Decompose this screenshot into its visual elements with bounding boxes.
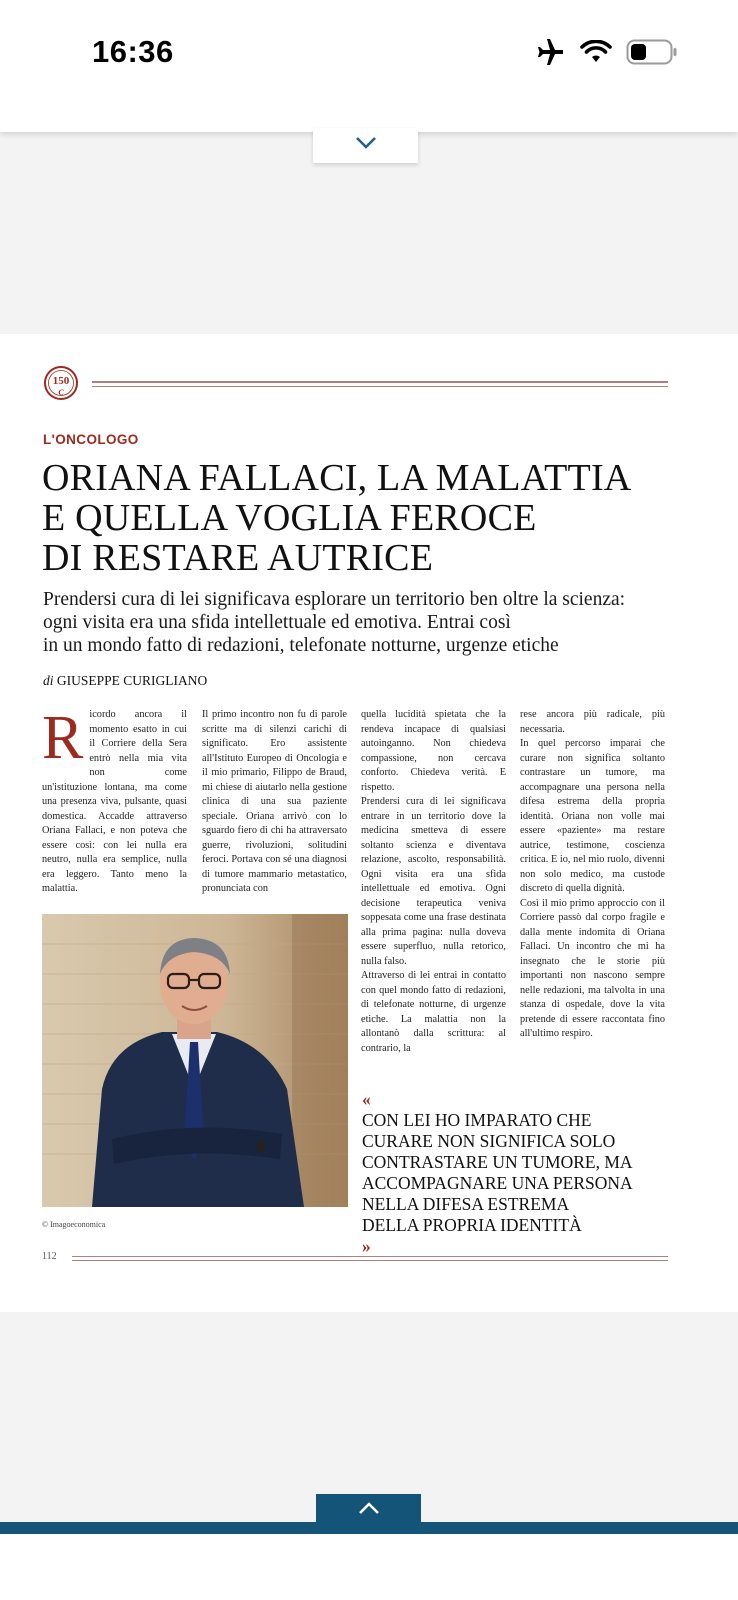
battery-icon bbox=[626, 39, 678, 65]
body-paragraph: Così il mio primo approccio con il Corriere passò dal corpo fragile e dalla mente indomita di Oriana Fallaci. Un incontro che mi ha insegnato che le storie più importanti non nascono sempre nelle redazioni, ma talvolta in una stanza di ospedale, dove la vita pretende di essere raccontata fino all'ultimo respiro. bbox=[520, 897, 665, 1039]
body-paragraph: In quel percorso imparai che curare non significa soltanto contrastare un tumore, ma accompagnare una persona nella difesa estrema della propria identità. Oriana non volle mai essere «paziente» ma restare autrice, testimone, coscienza critica. E io, nel mio ruolo, divenni non solo medico, ma custode discreto di quella dignità. bbox=[520, 738, 665, 894]
body-paragraph: quella lucidità spietata che la rendeva incapace di qualsiasi autoinganno. Non chiedeva compassione, non cercava conforto. Chiedeva verità. E rispetto. bbox=[361, 709, 506, 793]
svg-text:150: 150 bbox=[52, 375, 70, 387]
pullquote-line: NELLA DIFESA ESTREMA bbox=[362, 1194, 570, 1214]
title-line: DI RESTARE AUTRICE bbox=[42, 537, 434, 579]
anniversary-logo bbox=[42, 364, 80, 402]
status-bar bbox=[0, 0, 738, 132]
subtitle-line: ogni visita era una sfida intellettuale ed emotiva. Entrai così bbox=[43, 612, 511, 633]
svg-text:C: C bbox=[58, 388, 64, 397]
pullquote-line: CURARE NON SIGNIFICA SOLO bbox=[362, 1131, 616, 1151]
photo-credit: © Imagoeconomica bbox=[42, 1220, 106, 1229]
body-paragraph: icordo ancora il momento esatto in cui il Corriere della Sera entrò nella mia vita non come un'istituzione lontana, ma come una presenza viva, pulsante, quasi domestica. Accadde attraverso Oriana Fallaci, e non poteva che essere così: con lei nulla era neutro, nulla era semplice, nulla era leggero. Tanto meno la malattia. bbox=[42, 709, 187, 894]
bottom-toolbar bbox=[0, 1522, 738, 1534]
pullquote-line: ACCOMPAGNARE UNA PERSONA bbox=[362, 1173, 633, 1193]
pullquote-text: DELLA PROPRIA IDENTITÀ bbox=[362, 1215, 582, 1235]
body-column-1 bbox=[42, 704, 187, 897]
chevron-down-icon bbox=[355, 136, 377, 155]
status-icons bbox=[536, 38, 678, 66]
page-header bbox=[42, 364, 668, 404]
section-kicker: L'ONCOLOGO bbox=[43, 432, 139, 447]
body-column-4 bbox=[520, 708, 665, 1042]
pull-quote bbox=[362, 1089, 682, 1257]
author-photo bbox=[42, 914, 348, 1207]
magazine-page bbox=[0, 334, 738, 1312]
page-number: 112 bbox=[42, 1251, 57, 1262]
body-column-2 bbox=[202, 708, 347, 897]
status-time: 16:36 bbox=[92, 34, 174, 69]
chevron-up-icon bbox=[358, 1501, 380, 1520]
collapse-toolbar-button[interactable] bbox=[313, 128, 418, 163]
byline-author: GIUSEPPE CURIGLIANO bbox=[56, 673, 208, 688]
wifi-icon bbox=[580, 40, 612, 64]
page-footer bbox=[42, 1251, 668, 1271]
pullquote-line: CONTRASTARE UN TUMORE, MA bbox=[362, 1152, 633, 1172]
quote-close-mark: » bbox=[362, 1236, 371, 1256]
subtitle-line: in un mondo fatto di redazioni, telefonate notturne, urgenze etiche bbox=[43, 635, 559, 656]
quote-open-mark: « bbox=[362, 1089, 371, 1109]
article-subtitle bbox=[43, 588, 693, 657]
body-paragraph: Il primo incontro non fu di parole scritte ma di silenzi carichi di significato. Ero assistente all'Istituto Europeo di Oncologia e il mio primario, Filippo de Braud, mi chiese di aiutarlo nella gestione clinica di una sua paziente speciale. Oriana arrivò con lo sguardo fiero di chi ha attraversato guerre, rivoluzioni, solitudini feroci. Portava con sé una diagnosi di tumore mammario metastatico, pronunciata con bbox=[202, 709, 347, 894]
article-title bbox=[42, 458, 682, 578]
bottom-area bbox=[0, 1534, 738, 1600]
body-column-3 bbox=[361, 708, 506, 1056]
body-paragraph: Attraverso di lei entrai in contatto con quel mondo fatto di redazioni, di telefonate notturne, di urgenze etiche. La malattia non la allontanò dalla scrittura: al contrario, la bbox=[361, 970, 506, 1054]
byline bbox=[43, 673, 207, 689]
byline-prefix: di bbox=[43, 673, 54, 688]
drop-cap: R bbox=[42, 704, 84, 772]
footer-rule bbox=[72, 1256, 668, 1263]
title-line: ORIANA FALLACI, LA MALATTIA bbox=[42, 457, 632, 499]
subtitle-line: Prendersi cura di lei significava esplorare un territorio ben oltre la scienza: bbox=[43, 589, 626, 610]
body-paragraph: rese ancora più radicale, più necessaria. bbox=[520, 709, 665, 735]
airplane-icon bbox=[536, 38, 566, 66]
body-paragraph: Prendersi cura di lei significava entrare in un territorio dove la medicina smetteva di essere soltanto scienza e diventava relazione, ascolto, responsabilità. Ogni visita era una sfida intellettuale ed emotiva. Ogni decisione terapeutica veniva soppesata come una frase destinata alla prima pagina: nulla doveva essere superfluo, nulla retorico, nulla falso. bbox=[361, 796, 506, 967]
pullquote-text: CON LEI HO IMPARATO CHE bbox=[362, 1110, 592, 1130]
title-line: E QUELLA VOGLIA FEROCE bbox=[42, 497, 537, 539]
pullquote-line bbox=[362, 1089, 682, 1131]
header-rule bbox=[92, 381, 668, 390]
